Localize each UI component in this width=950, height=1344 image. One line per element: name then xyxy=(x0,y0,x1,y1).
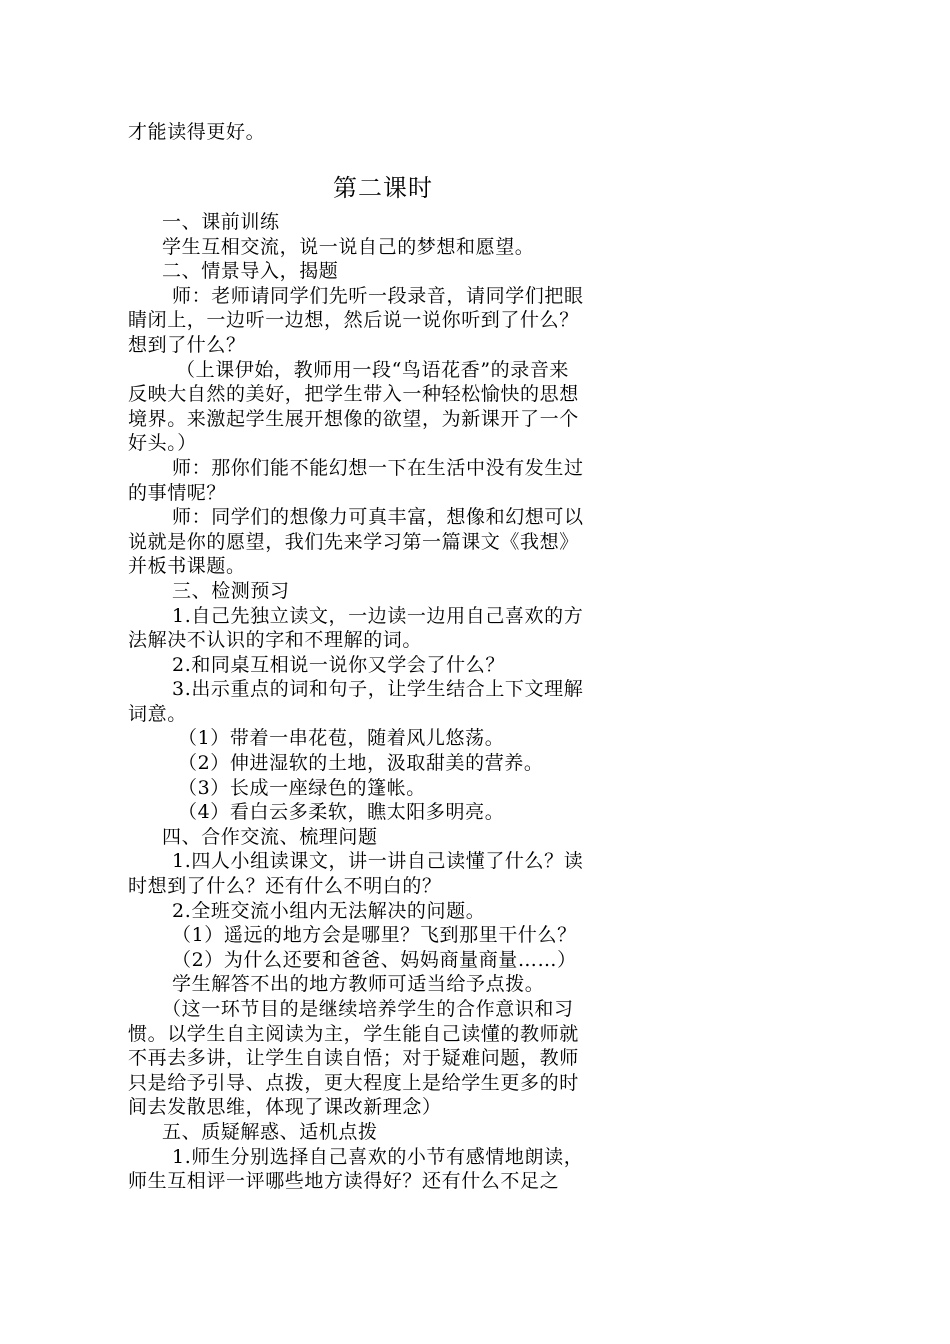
text-line: 反映大自然的美好，把学生带入一种轻松愉快的思想 xyxy=(128,383,579,406)
text-line: （这一环节目的是继续培养学生的合作意识和习 xyxy=(162,998,574,1020)
text-line: （2）为什么还要和爸爸、妈妈商量商量……） xyxy=(172,948,577,971)
text-line: 四、合作交流、梳理问题 xyxy=(162,825,378,848)
text-line: 时想到了什么？还有什么不明白的？ xyxy=(128,875,442,898)
text-line: 一、课前训练 xyxy=(162,211,280,233)
text-line: 1.四人小组读课文，讲一讲自己读懂了什么？读 xyxy=(172,850,584,873)
text-line: 五、质疑解惑、适机点拨 xyxy=(162,1120,378,1143)
text-line: （1）带着一串花苞，随着风儿悠荡。 xyxy=(178,727,505,750)
text-line: 师生互相评一评哪些地方读得好？还有什么不足之 xyxy=(128,1170,560,1193)
text-line: 并板书课题。 xyxy=(128,555,246,578)
body-text xyxy=(128,210,638,1194)
text-line: 师：老师请同学们先听一段录音，请同学们把眼 xyxy=(172,284,584,307)
text-line: 间去发散思维，体现了课改新理念） xyxy=(128,1096,442,1119)
text-line: （4）看白云多柔软，瞧太阳多明亮。 xyxy=(178,801,505,824)
text-line: 想到了什么？ xyxy=(128,333,246,356)
text-line: 睛闭上，一边听一边想，然后说一说你听到了什么？ xyxy=(128,309,579,332)
text-line: （3）长成一座绿色的篷帐。 xyxy=(178,776,426,799)
lead-line: 才能读得更好。 xyxy=(128,121,266,143)
text-line: 境界。来激起学生展开想像的欲望，为新课开了一个 xyxy=(128,407,579,430)
text-line: 师：那你们能不能幻想一下在生活中没有发生过 xyxy=(172,456,584,479)
text-line: 二、情景导入，揭题 xyxy=(162,260,339,283)
text-line: 学生解答不出的地方教师可适当给予点拨。 xyxy=(172,973,545,996)
text-line: （上课伊始，教师用一段“鸟语花香”的录音来 xyxy=(176,358,570,381)
text-line: 3.出示重点的词和句子，让学生结合上下文理解 xyxy=(172,678,584,701)
text-line: 的事情呢？ xyxy=(128,481,227,504)
text-line: 法解决不认识的字和不理解的词。 xyxy=(128,629,423,652)
text-line: 说就是你的愿望，我们先来学习第一篇课文《我想》 xyxy=(128,530,579,553)
text-line: 只是给予引导、点拨，更大程度上是给学生更多的时 xyxy=(128,1071,579,1094)
text-line: 词意。 xyxy=(128,702,187,725)
text-line: 学生互相交流，说一说自己的梦想和愿望。 xyxy=(162,235,535,258)
document-page xyxy=(128,120,638,1194)
text-line: （1）遥远的地方会是哪里？飞到那里干什么？ xyxy=(172,924,577,947)
text-line: 1.自己先独立读文，一边读一边用自己喜欢的方 xyxy=(172,604,584,627)
text-line: 2.全班交流小组内无法解决的问题。 xyxy=(172,899,486,922)
text-line: 1.师生分别选择自己喜欢的小节有感情地朗读， xyxy=(172,1145,584,1168)
text-line: （2）伸进湿软的土地，汲取甜美的营养。 xyxy=(178,752,544,775)
text-line: 师：同学们的想像力可真丰富，想像和幻想可以 xyxy=(172,506,584,529)
text-line: 不再去多讲，让学生自读自悟；对于疑难问题，教师 xyxy=(128,1047,579,1070)
text-line: 三、检测预习 xyxy=(172,579,290,602)
text-line: 惯。以学生自主阅读为主，学生能自己读懂的教师就 xyxy=(128,1022,579,1045)
section-title: 第二课时 xyxy=(333,174,433,202)
text-line: 好头。） xyxy=(128,432,197,455)
text-line: 2.和同桌互相说一说你又学会了什么？ xyxy=(172,653,505,676)
